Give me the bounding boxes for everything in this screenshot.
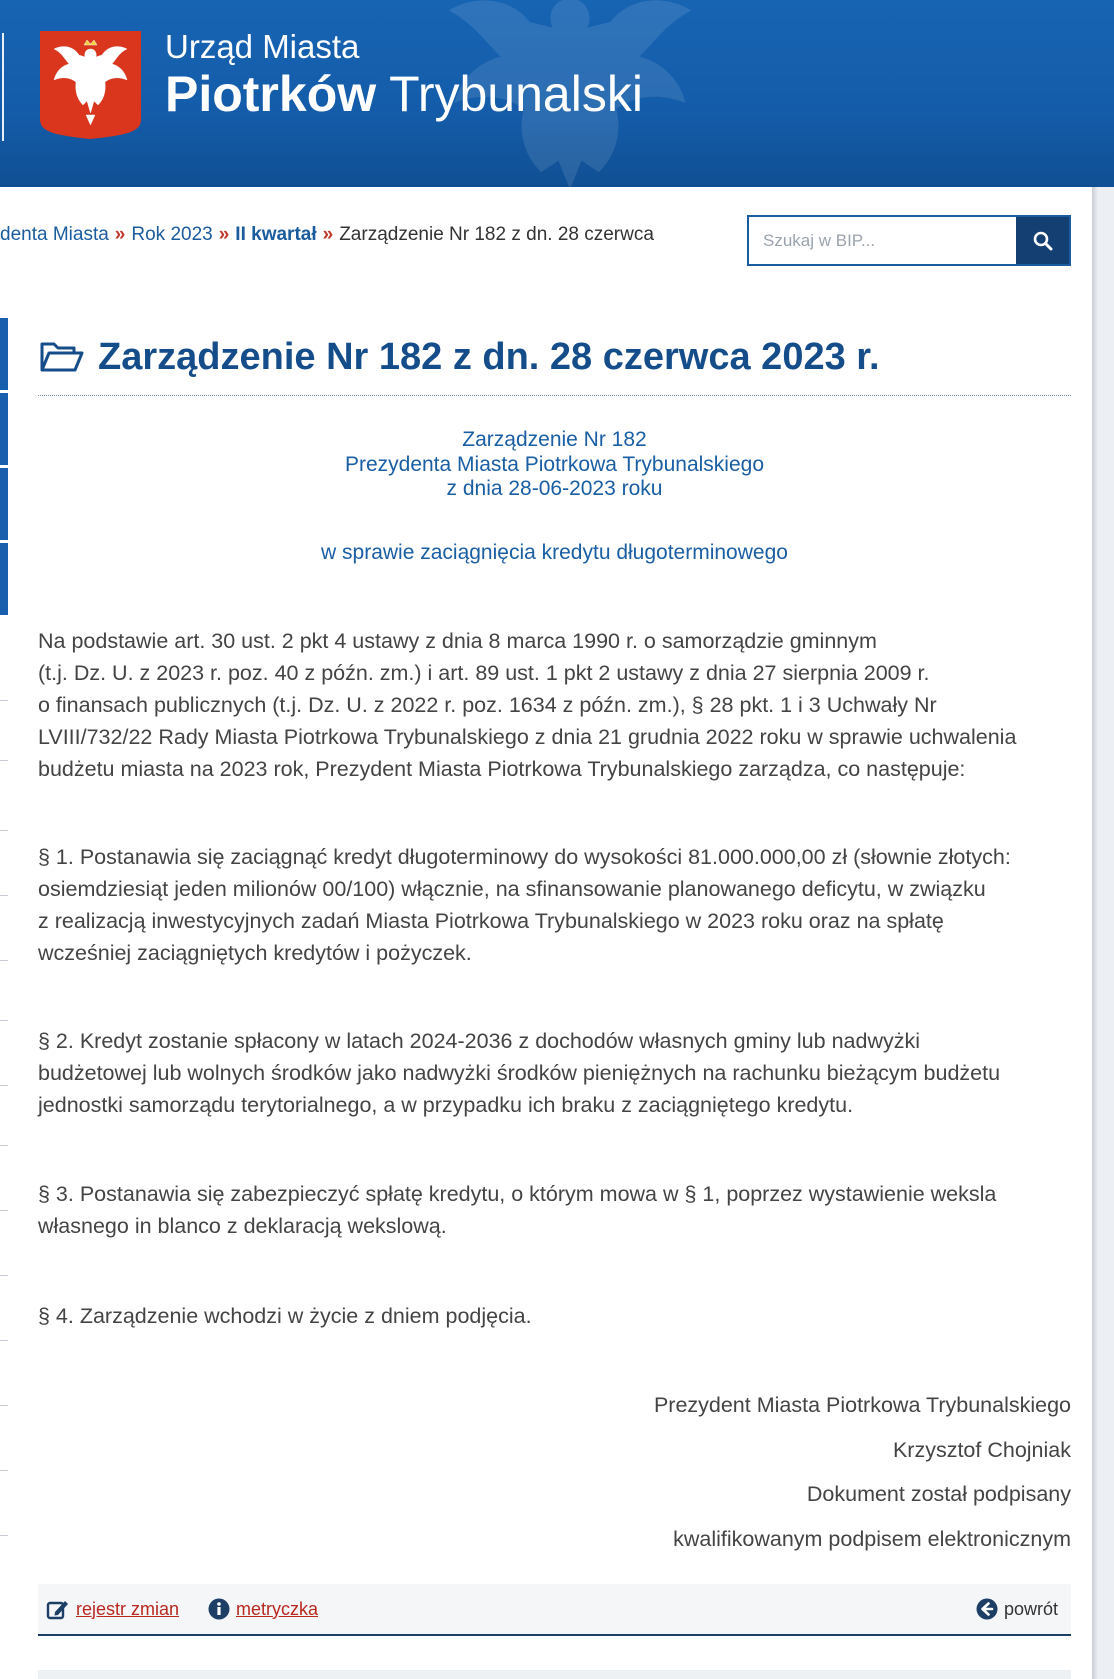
paragraph-line: wcześniej zaciągniętych kredytów i pożyczek. <box>38 941 472 965</box>
search-icon <box>1033 231 1053 251</box>
sidebar-tab[interactable] <box>0 318 8 390</box>
signature-line: kwalifikowanym podpisem elektronicznym <box>673 1526 1071 1551</box>
document-heading <box>38 428 1071 502</box>
city-crest-icon[interactable] <box>40 31 141 139</box>
breadcrumb-item[interactable]: II kwartał <box>235 224 317 245</box>
metrics-link[interactable] <box>208 1598 318 1620</box>
paragraph-line: budżetu miasta na 2023 rok, Prezydent Miasta Piotrkowa Trybunalskiego zarządza, co następuje: <box>38 757 966 781</box>
back-label: powrót <box>1003 1598 1058 1619</box>
title-divider <box>38 395 1071 396</box>
edit-icon <box>46 1598 70 1620</box>
register-changes-label: rejestr zmian <box>76 1598 180 1619</box>
paragraph-line: § 2. Kredyt zostanie spłacony w latach 2024-2036 z dochodów własnych gminy lub nadwyżki <box>38 1029 920 1053</box>
site-title-line1: Urząd Miasta <box>165 28 360 65</box>
document-heading-line: z dnia 28-06-2023 roku <box>446 477 663 500</box>
sidebar-tab[interactable] <box>0 468 8 540</box>
page-title <box>40 335 880 379</box>
document-heading-line: Prezydenta Miasta Piotrkowa Trybunalskiego <box>344 452 765 476</box>
signature-block <box>38 1383 1071 1561</box>
paragraph-line: o finansach publicznych (t.j. Dz. U. z 2022 r. poz. 1634 z późn. zm.), § 28 pkt. 1 i 3 Uchwały Nr <box>38 693 937 717</box>
search-button[interactable] <box>1016 217 1069 264</box>
section-2 <box>38 1025 1078 1121</box>
section-1 <box>38 841 1078 969</box>
paragraph-line: z realizacją inwestycyjnych zadań Miasta Piotrkowa Trybunalskiego w 2023 roku oraz na spłatę <box>38 909 944 933</box>
paragraph-line: Na podstawie art. 30 ust. 2 pkt 4 ustawy z dnia 8 marca 1990 r. o samorządzie gminnym <box>38 629 877 653</box>
document-subject: w sprawie zaciągnięcia kredytu długoterminowego <box>321 541 788 564</box>
right-gutter <box>1092 187 1114 1679</box>
site-title-rest: Trybunalski <box>389 66 643 122</box>
document-heading-line: Zarządzenie Nr 182 <box>462 428 647 451</box>
page-title-text: Zarządzenie Nr 182 z dn. 28 czerwca 2023 r. <box>98 336 880 378</box>
site-title-bold: Piotrków <box>165 66 377 122</box>
site-header <box>0 0 1114 187</box>
breadcrumb <box>0 224 654 246</box>
document-footer-bar <box>38 1584 1071 1636</box>
site-title-line2 <box>165 66 643 122</box>
paragraph-line: jednostki samorządu terytorialnego, a w przypadku ich braku z zaciągniętego kredytu. <box>38 1093 854 1117</box>
search-input[interactable] <box>749 217 1016 264</box>
paragraph-line: § 1. Postanawia się zaciągnąć kredyt długoterminowy do wysokości 81.000.000,00 zł (słownie złotych: <box>38 845 1011 869</box>
search-box <box>747 215 1071 266</box>
paragraph-line: osiemdziesiąt jeden milionów 00/100) włącznie, na sfinansowanie planowanego deficytu, w związku <box>38 877 986 901</box>
breadcrumb-current: Zarządzenie Nr 182 z dn. 28 czerwca <box>339 224 654 245</box>
info-icon <box>208 1598 230 1620</box>
section-3 <box>38 1178 1078 1242</box>
section-4 <box>38 1300 1078 1332</box>
breadcrumb-item[interactable]: Rok 2023 <box>131 224 213 245</box>
metrics-label: metryczka <box>236 1598 319 1619</box>
breadcrumb-separator: » <box>322 224 334 245</box>
paragraph-line: LVIII/732/22 Rady Miasta Piotrkowa Trybunalskiego z dnia 21 grudnia 2022 roku w sprawie uchwalenia <box>38 725 1017 749</box>
back-link[interactable] <box>976 1598 1058 1620</box>
folder-open-icon <box>40 340 84 374</box>
paragraph-line: (t.j. Dz. U. z 2023 r. poz. 40 z późn. zm.) i art. 89 ust. 1 pkt 2 ustawy z dnia 27 sierpnia 2009 r. <box>38 661 930 685</box>
paragraph-line: § 3. Postanawia się zabezpieczyć spłatę kredytu, o którym mowa w § 1, poprzez wystawienie weksla <box>38 1182 997 1206</box>
register-changes-link[interactable] <box>46 1598 179 1620</box>
breadcrumb-item[interactable]: denta Miasta <box>0 224 109 245</box>
breadcrumb-separator: » <box>218 224 230 245</box>
signature-line: Krzysztof Chojniak <box>892 1437 1071 1462</box>
bottom-strip <box>38 1670 1071 1679</box>
arrow-left-circle-icon <box>976 1598 998 1620</box>
paragraph-line: budżetowej lub wolnych środków jako nadwyżki środków pieniężnych na rachunku bieżącym budżetu <box>38 1061 1001 1085</box>
paragraph-line: własnego in blanco z deklaracją wekslową. <box>38 1214 447 1238</box>
breadcrumb-separator: » <box>114 224 126 245</box>
signature-line: Prezydent Miasta Piotrkowa Trybunalskiego <box>653 1393 1071 1417</box>
sidebar-tab[interactable] <box>0 543 8 615</box>
signature-line: Dokument został podpisany <box>806 1482 1071 1506</box>
intro-paragraph <box>38 625 1078 785</box>
sidebar-tab[interactable] <box>0 393 8 465</box>
header-divider <box>2 33 4 141</box>
paragraph-line: § 4. Zarządzenie wchodzi w życie z dniem podjęcia. <box>38 1304 532 1328</box>
